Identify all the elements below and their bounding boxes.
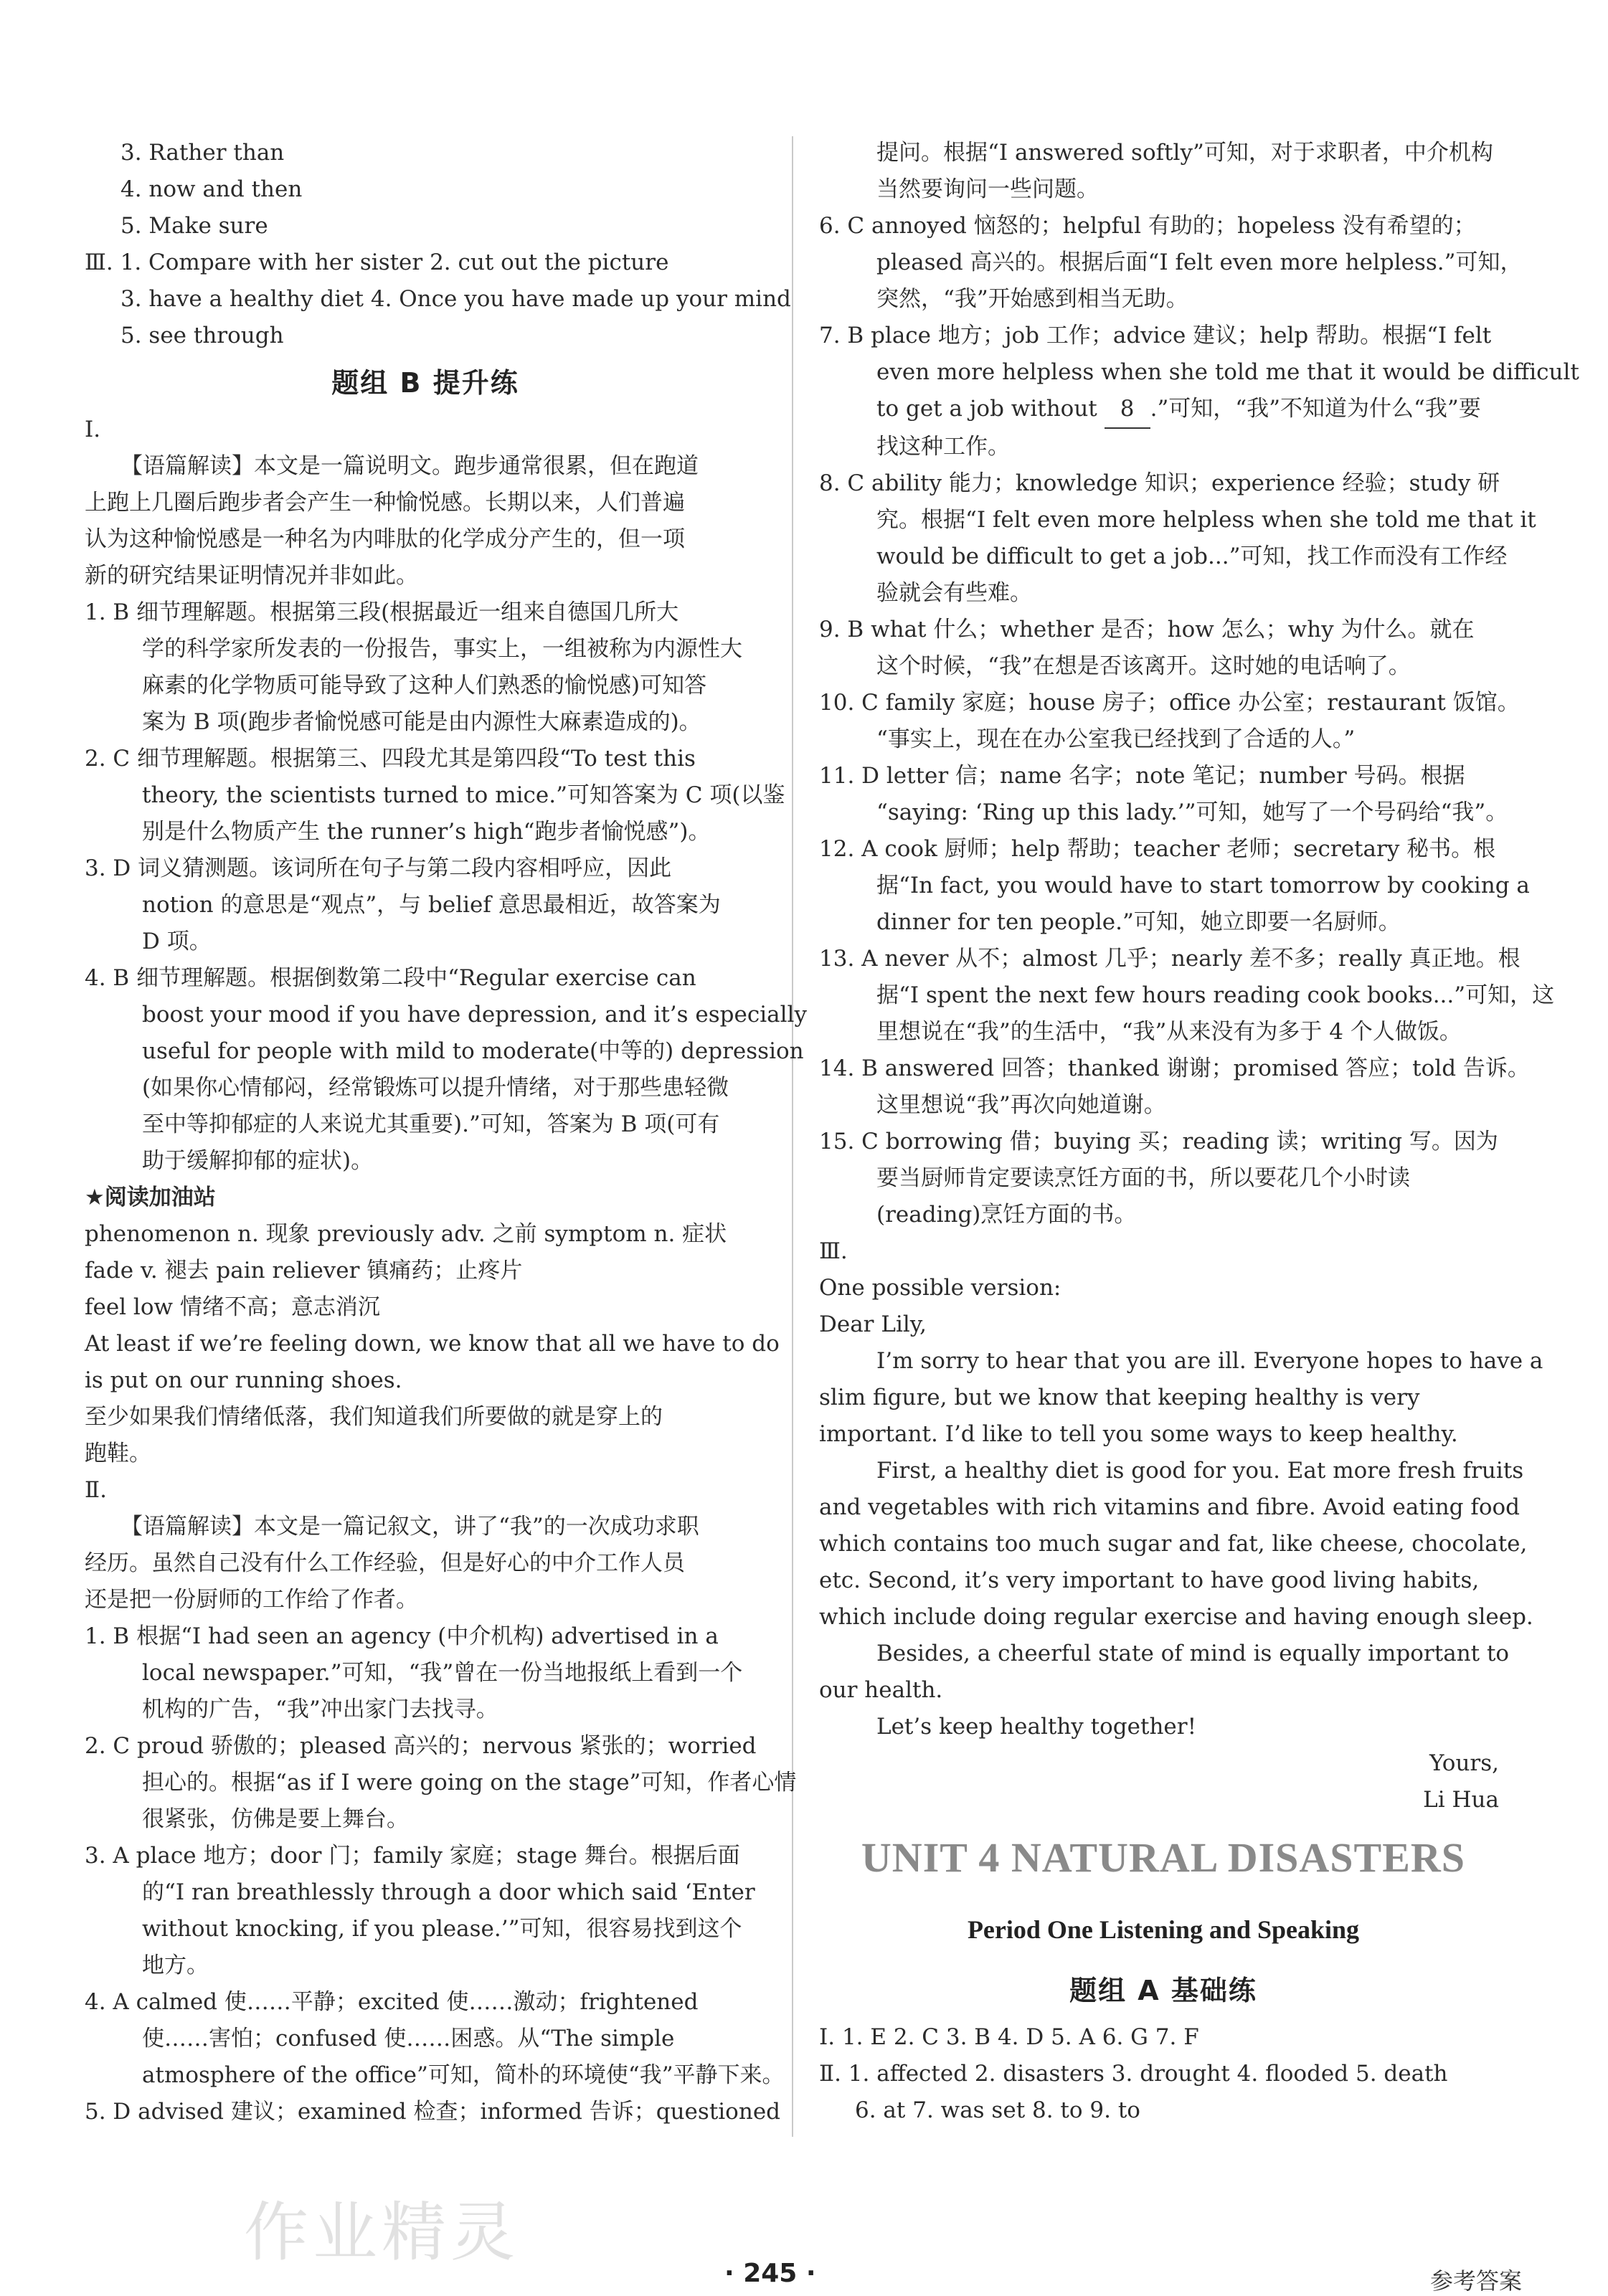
text-line: 11. D letter 信；name 名字；note 笔记；number 号码。根据: [819, 763, 1465, 789]
text-line: 5. Make sure: [120, 213, 268, 239]
text-line: 6. C annoyed 恼怒的；helpful 有助的；hopeless 没有希望的；: [819, 213, 1476, 239]
page-number: · 245 ·: [724, 2259, 816, 2288]
text-line: important. I’d like to tell you some ways to keep healthy.: [819, 1421, 1458, 1447]
text-line: 新的研究结果证明情况并非如此。: [85, 563, 418, 589]
text-line: Let’s keep healthy together!: [876, 1714, 1197, 1740]
text-line: fade v. 褪去 pain reliever 镇痛药；止疼片: [85, 1258, 523, 1284]
text-line: 要当厨师肯定要读烹饪方面的书，所以要花几个小时读: [876, 1165, 1410, 1191]
right-column-top: [819, 135, 1579, 391]
text-line: 突然，“我”开始感到相当无助。: [876, 286, 1188, 312]
text-line: feel low 情绪不高；意志消沉: [85, 1294, 380, 1320]
group-a-heading: 题组 A 基础练: [1069, 1975, 1257, 2006]
text-line: 10. C family 家庭；house 房子；office 办公室；restaurant 饭馆。: [819, 690, 1520, 716]
text-before-blank: to get a job without: [876, 396, 1105, 422]
unit-title: UNIT 4 NATURAL DISASTERS: [861, 1834, 1466, 1881]
text-line: 找这种工作。: [876, 434, 1010, 460]
text-line: is put on our running shoes.: [85, 1367, 402, 1393]
column-divider: [792, 136, 793, 2137]
text-line: slim figure, but we know that keeping healthy is very: [819, 1385, 1420, 1410]
text-line: phenomenon n. 现象 previously adv. 之前 symptom n. 症状: [85, 1221, 727, 1247]
text-line: 【语篇解读】本文是一篇记叙文，讲了“我”的一次成功求职: [120, 1514, 699, 1540]
text-line: 提问。根据“I answered softly”可知，对于求职者，中介机构: [876, 140, 1493, 166]
text-line: 的“I ran breathlessly through a door which said ‘Enter: [142, 1879, 755, 1905]
text-line: 很紧张，仿佛是要上舞台。: [142, 1806, 409, 1832]
text-line: even more helpless when she told me that it would be difficult: [876, 359, 1579, 385]
text-line: local newspaper.”可知，“我”曾在一份当地报纸上看到一个: [142, 1660, 743, 1686]
text-line: 案为 B 项(跑步者愉悦感可能是由内源性大麻素造成的)。: [142, 709, 701, 735]
blank-number: 8: [1105, 391, 1150, 429]
text-line: 机构的广告，“我”冲出家门去找寻。: [142, 1697, 498, 1722]
text-line: dinner for ten people.”可知，她立即要一名厨师。: [876, 909, 1401, 935]
text-line: 5. D advised 建议；examined 检查；informed 告诉；questioned: [85, 2099, 781, 2125]
text-line: 使……害怕；confused 使……困惑。从“The simple: [142, 2026, 675, 2051]
text-line: “事实上，现在在办公室我已经找到了合适的人。”: [876, 726, 1356, 752]
text-line: 14. B answered 回答；thanked 谢谢；promised 答应；told 告诉。: [819, 1056, 1530, 1081]
footer-label: 参考答案: [1429, 2267, 1522, 2295]
text-line: 麻素的化学物质可能导致了这种人们熟悉的愉悦感)可知答: [142, 673, 707, 698]
text-line: 别是什么物质产生 the runner’s high“跑步者愉悦感”)。: [142, 819, 711, 845]
text-line: 验就会有些难。: [876, 580, 1032, 606]
text-line: 担心的。根据“as if I were going on the stage”可知，作者心情: [142, 1770, 797, 1795]
text-line: 9. B what 什么；whether 是否；how 怎么；why 为什么。就在: [819, 617, 1475, 642]
text-line: 还是把一份厨师的工作给了作者。: [85, 1587, 418, 1613]
text-line: 【语篇解读】本文是一篇说明文。跑步通常很累，但在跑道: [120, 453, 699, 479]
text-line: 助于缓解抑郁的症状)。: [142, 1148, 374, 1174]
text-line: 跑鞋。: [85, 1441, 151, 1466]
text-line: our health.: [819, 1677, 943, 1703]
text-line: 4. A calmed 使……平静；excited 使……激动；frightened: [85, 1989, 699, 2015]
text-line: 4. now and then: [120, 176, 303, 202]
text-line: 3. A place 地方；door 门；family 家庭；stage 舞台。根据后面: [85, 1843, 740, 1869]
text-line: 究。根据“I felt even more helpless when she told me that it: [876, 507, 1536, 533]
text-line: 15. C borrowing 借；buying 买；reading 读；writing 写。因为: [819, 1129, 1498, 1154]
text-line: 7. B place 地方；job 工作；advice 建议；help 帮助。根据“I felt: [819, 323, 1492, 348]
text-line: ★阅读加油站: [85, 1185, 216, 1210]
text-after-blank: .”可知，“我”不知道为什么“我”要: [1150, 396, 1481, 422]
text-line: 认为这种愉悦感是一种名为内啡肽的化学成分产生的，但一项: [85, 526, 685, 552]
text-line: 4. B 细节理解题。根据倒数第二段中“Regular exercise can: [85, 965, 696, 991]
text-line: atmosphere of the office”可知，简朴的环境使“我”平静下来。: [142, 2062, 785, 2088]
text-line: theory, the scientists turned to mice.”可知答案为 C 项(以鉴: [142, 782, 785, 808]
text-line: D 项。: [142, 929, 212, 954]
text-line: Besides, a cheerful state of mind is equally important to: [876, 1641, 1510, 1666]
text-line: which contains too much sugar and fat, like cheese, chocolate,: [819, 1531, 1528, 1557]
section-heading: 题组 B 提升练: [331, 367, 519, 399]
text-line: 当然要询问一些问题。: [876, 176, 1099, 202]
text-line: Ⅰ.: [85, 417, 101, 442]
text-line: Ⅲ. 1. Compare with her sister 2. cut out the picture: [85, 250, 669, 275]
text-line: 上跑上几圈后跑步者会产生一种愉悦感。长期以来，人们普遍: [85, 490, 685, 516]
text-line: would be difficult to get a job...”可知，找工作而没有工作经: [876, 544, 1508, 569]
text-line: and vegetables with rich vitamins and fibre. Avoid eating food: [819, 1494, 1520, 1520]
text-line: Ⅱ.: [85, 1477, 107, 1503]
text-line: 至少如果我们情绪低落，我们知道我们所要做的就是穿上的: [85, 1404, 663, 1430]
text-line: 里想说在“我”的生活中，“我”从来没有为多于 4 个人做饭。: [876, 1019, 1462, 1045]
text-line: without knocking, if you please.’”可知，很容易找到这个: [142, 1916, 742, 1942]
text-line: I’m sorry to hear that you are ill. Everyone hopes to have a: [876, 1348, 1543, 1374]
text-line: (如果你心情郁闷，经常锻炼可以提升情绪，对于那些患轻微: [142, 1075, 729, 1101]
right-column: [819, 135, 1579, 2129]
text-line: 12. A cook 厨师；help 帮助；teacher 老师；secretary 秘书。根: [819, 836, 1496, 862]
text-line: 3. Rather than: [120, 140, 285, 166]
text-line: First, a healthy diet is good for you. Eat more fresh fruits: [876, 1458, 1524, 1484]
text-line: boost your mood if you have depression, and it’s especially: [142, 1002, 807, 1028]
text-line: At least if we’re feeling down, we know that all we have to do: [85, 1331, 780, 1357]
text-line: which include doing regular exercise and having enough sleep.: [819, 1604, 1533, 1630]
text-line: 经历。虽然自己没有什么工作经验，但是好心的中介工作人员: [85, 1550, 685, 1576]
text-line: 2. C 细节理解题。根据第三、四段尤其是第四段“To test this: [85, 746, 696, 772]
text-line: useful for people with mild to moderate(中等的) depression: [142, 1038, 804, 1064]
left-column: [85, 135, 807, 2130]
text-line: Ⅰ. 1. E 2. C 3. B 4. D 5. A 6. G 7. F: [819, 2024, 1199, 2050]
text-line: 学的科学家所发表的一份报告，事实上，一组被称为内源性大: [142, 636, 742, 662]
text-line: 这里想说“我”再次向她道谢。: [876, 1092, 1166, 1118]
text-line: 6. at 7. was set 8. to 9. to: [855, 2097, 1140, 2123]
text-line: etc. Second, it’s very important to have good living habits,: [819, 1567, 1480, 1593]
text-line: 8. C ability 能力；knowledge 知识；experience 经验；study 研: [819, 470, 1500, 496]
text-line: Dear Lily,: [819, 1311, 927, 1337]
right-column-bottom: [819, 429, 1555, 1818]
watermark: 作业精灵: [244, 2195, 519, 2270]
text-line: One possible version:: [819, 1275, 1061, 1301]
text-line: 1. B 根据“I had seen an agency (中介机构) advertised in a: [85, 1623, 719, 1649]
text-line: pleased 高兴的。根据后面“I felt even more helpless.”可知，: [876, 250, 1523, 275]
text-line: 3. have a healthy diet 4. Once you have made up your mind: [120, 286, 791, 312]
text-line: 13. A never 从不；almost 几乎；nearly 差不多；really 真正地。根: [819, 946, 1520, 972]
text-line: 5. see through: [120, 323, 284, 348]
text-line: Li Hua: [1423, 1787, 1499, 1813]
text-line: Ⅱ. 1. affected 2. disasters 3. drought 4. flooded 5. death: [819, 2061, 1448, 2087]
text-line: notion 的意思是“观点”，与 belief 意思最相近，故答案为: [142, 892, 721, 918]
text-line: 1. B 细节理解题。根据第三段(根据最近一组来自德国几所大: [85, 599, 679, 625]
text-line: 据“I spent the next few hours reading cook books...”可知，这: [876, 982, 1555, 1008]
answer-keys: [819, 2019, 1508, 2129]
text-line: 这个时候，“我”在想是否该离开。这时她的电话响了。: [876, 653, 1411, 679]
period-title: Period One Listening and Speaking: [967, 1915, 1360, 1944]
text-line: 至中等抑郁症的人来说尤其重要).”可知，答案为 B 项(可有: [142, 1111, 720, 1137]
text-line: 2. C proud 骄傲的；pleased 高兴的；nervous 紧张的；worried: [85, 1733, 757, 1759]
text-line: 3. D 词义猜测题。该词所在句子与第二段内容相呼应，因此: [85, 855, 672, 881]
text-line: Yours,: [1429, 1750, 1499, 1776]
text-line: 地方。: [142, 1953, 209, 1978]
text-line: “saying: ‘Ring up this lady.’”可知，她写了一个号码给“我”。: [876, 800, 1508, 825]
text-line: 据“In fact, you would have to start tomorrow by cooking a: [876, 873, 1530, 898]
answer-line-blank: [819, 391, 1508, 429]
text-line: (reading)烹饪方面的书。: [876, 1202, 1137, 1228]
text-line: Ⅲ.: [819, 1238, 848, 1264]
